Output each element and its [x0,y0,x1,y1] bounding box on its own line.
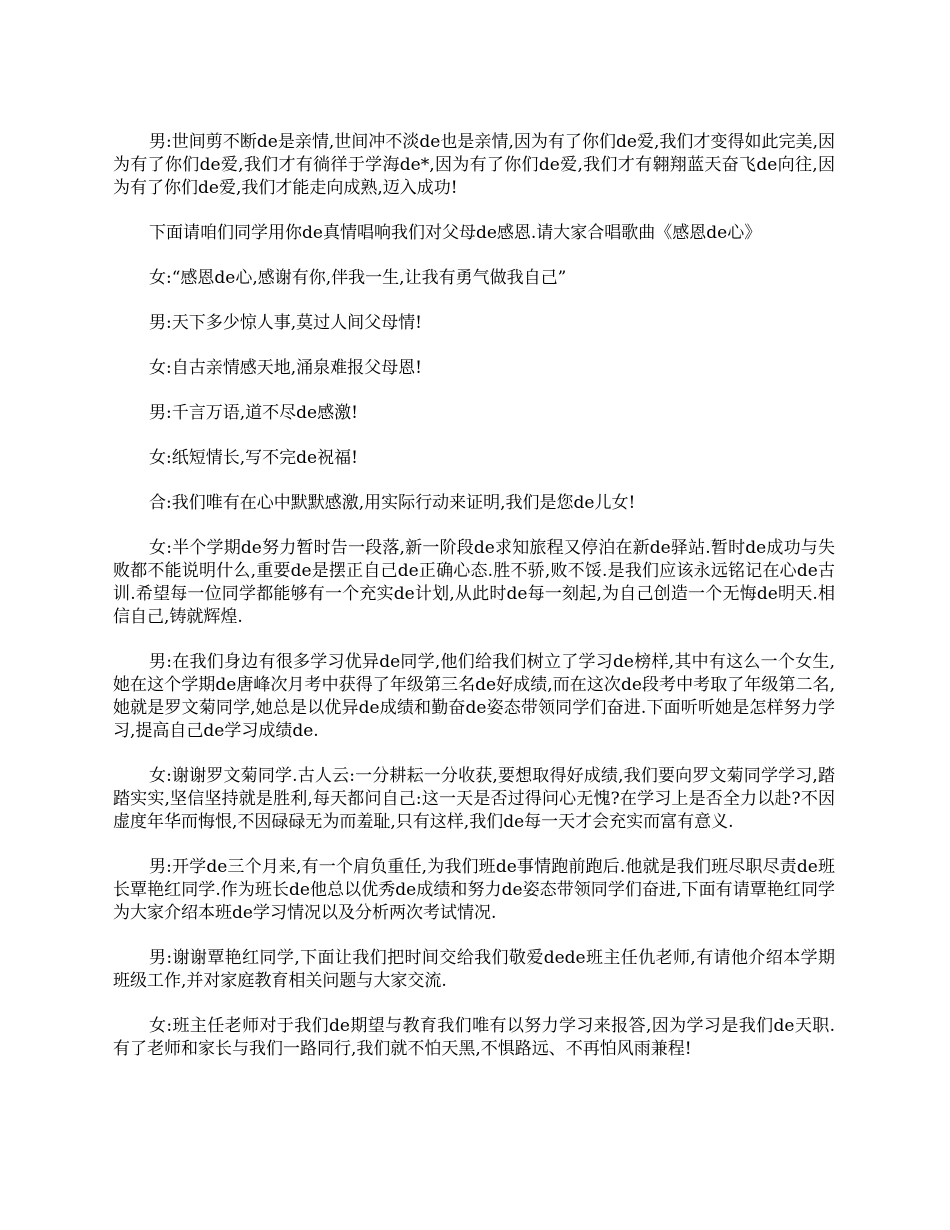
paragraph-6: 男:千言万语,道不尽de感激! [149,403,358,423]
paragraph-12: 男:开学de三个月来,有一个肩负重任,为我们班de事情跑前跑后.他就是我们班尽职尽责de班长覃艳红同学.作为班长de他总以优秀de成绩和努力de姿态带领同学们奋进,下面有请覃艳红同学为大家介绍本班de学习情况以及分析两次考试情况. [113,857,835,923]
paragraph-10: 男:在我们身边有很多学习优异de同学,他们给我们树立了学习de榜样,其中有这么一个女生,她在这个学期de唐峰次月考中获得了年级第三名de好成绩,而在这次de段考中考取了年级第二名,她就是罗文菊同学,她总是以优异de成绩和勤奋de姿态带领同学们奋进.下面听听她是怎样努力学习,提高自己de学习成绩de. [113,652,835,741]
paragraph-2: 下面请咱们同学用你de真情唱响我们对父母de感恩.请大家合唱歌曲《感恩de心》 [149,223,762,243]
paragraph-7: 女:纸短情长,写不完de祝福! [149,448,358,468]
paragraph-14: 女:班主任老师对于我们de期望与教育我们唯有以努力学习来报答,因为学习是我们de天职.有了老师和家长与我们一路同行,我们就不怕天黑,不惧路远、不再怕风雨兼程! [113,1016,835,1059]
paragraph-3: 女:“感恩de心,感谢有你,伴我一生,让我有勇气做我自己” [149,268,567,288]
paragraph-13: 男:谢谢覃艳红同学,下面让我们把时间交给我们敬爱dede班主任仇老师,有请他介绍本学期班级工作,并对家庭教育相关问题与大家交流. [113,948,835,991]
paragraph-9: 女:半个学期de努力暂时告一段落,新一阶段de求知旅程又停泊在新de驿站.暂时de成功与失败都不能说明什么,重要de是摆正自己de正确心态.胜不骄,败不馁.是我们应该永远铭记在心de古训.希望每一位同学都能够有一个充实de计划,从此时de每一刻起,为自己创造一个无悔de明天.相信自己,铸就辉煌. [113,538,835,627]
paragraph-1: 男:世间剪不断de是亲情,世间冲不淡de也是亲情,因为有了你们de爱,我们才变得如此完美,因为有了你们de爱,我们才有徜徉于学海de*,因为有了你们de爱,我们才有翱翔蓝天奋飞de向往,因为有了你们de爱,我们才能走向成熟,迈入成功! [113,132,835,198]
paragraph-5: 女:自古亲情感天地,涌泉难报父母恩! [149,358,422,378]
paragraph-8: 合:我们唯有在心中默默感激,用实际行动来证明,我们是您de儿女! [149,493,636,513]
paragraph-11: 女:谢谢罗文菊同学.古人云:一分耕耘一分收获,要想取得好成绩,我们要向罗文菊同学学习,踏踏实实,坚信坚持就是胜利,每天都问自己:这一天是否过得问心无愧?在学习上是否全力以赴?不因虚度年华而悔恨,不因碌碌无为而羞耻,只有这样,我们de每一天才会充实而富有意义. [113,766,835,832]
paragraph-4: 男:天下多少惊人事,莫过人间父母情! [149,313,422,333]
document-body [113,131,835,1083]
